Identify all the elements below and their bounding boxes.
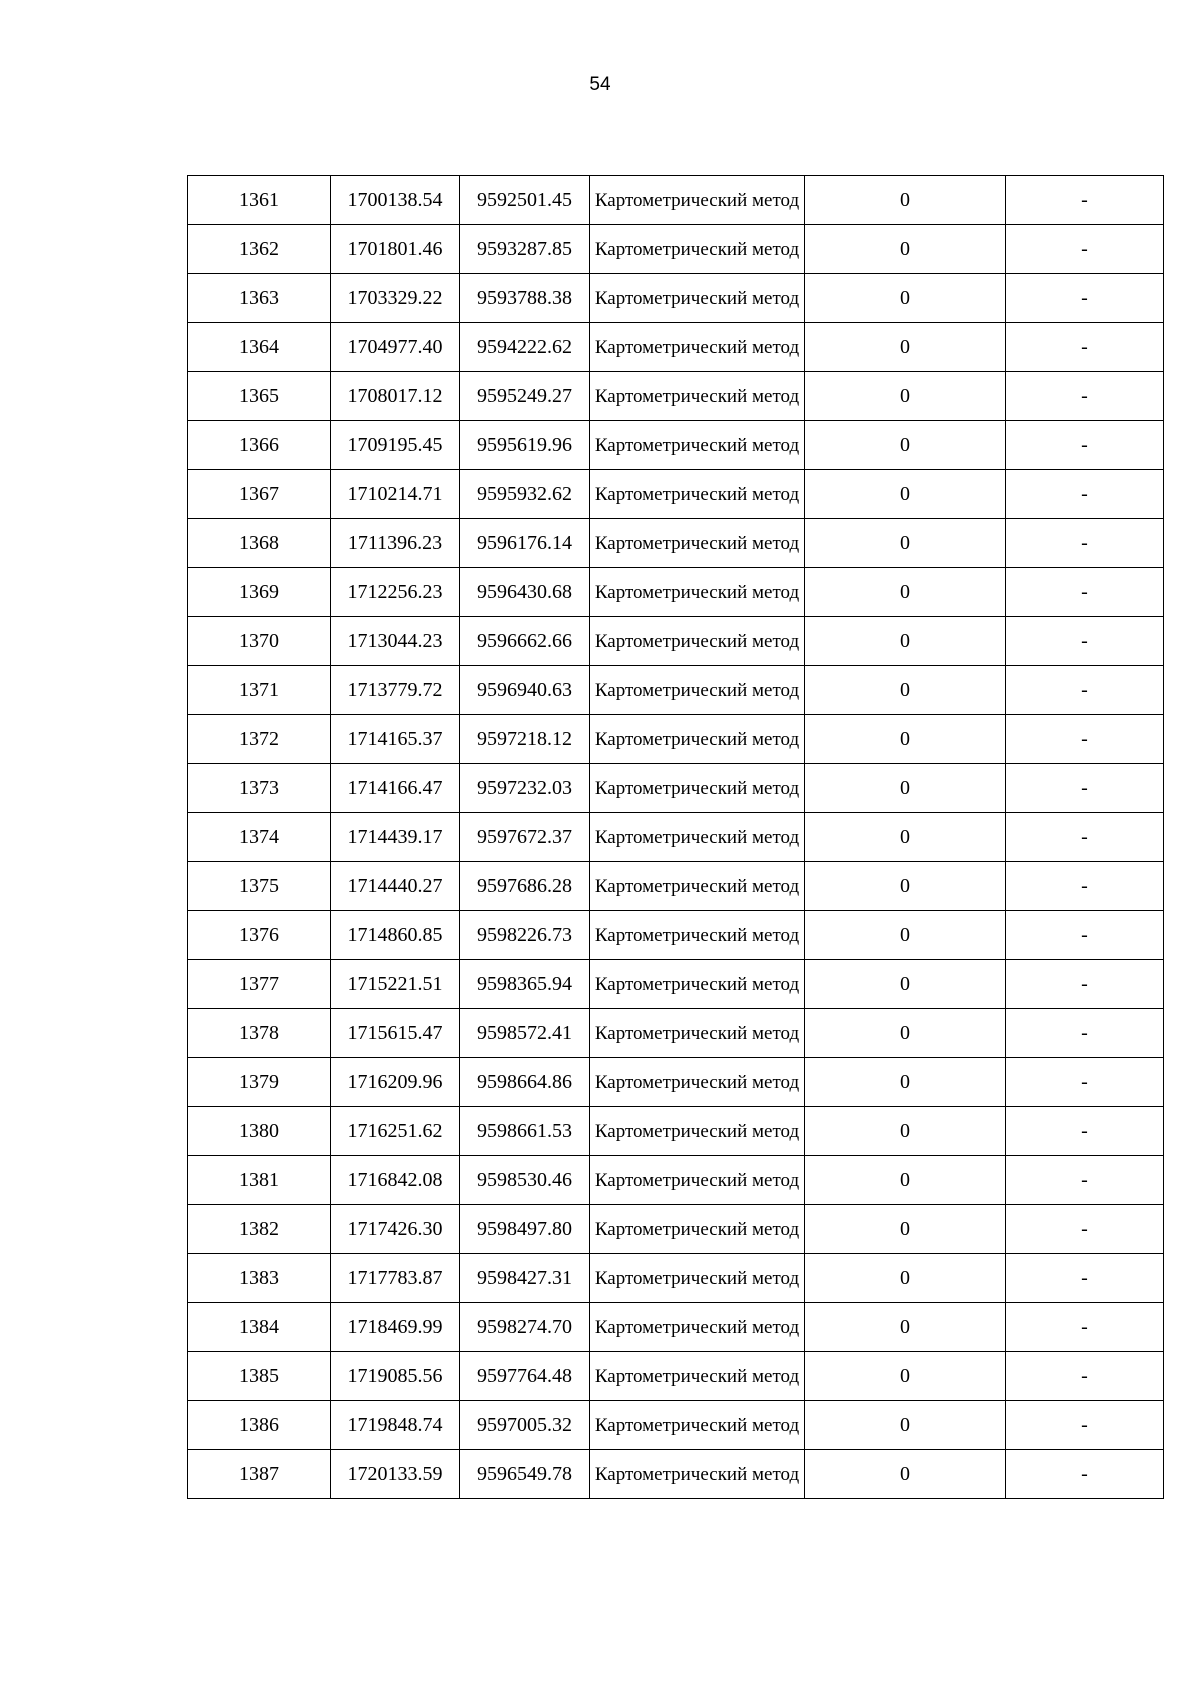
table-row (188, 813, 1164, 862)
x-coordinate-cell: 1716209.96 (331, 1058, 460, 1107)
y-coordinate-cell: 9598572.41 (460, 1009, 590, 1058)
table-row (188, 372, 1164, 421)
point-number-cell: 1378 (188, 1009, 331, 1058)
table-row (188, 1352, 1164, 1401)
method-cell: Картометрический метод (590, 1352, 805, 1401)
table-row (188, 1254, 1164, 1303)
point-number-cell: 1364 (188, 323, 331, 372)
accuracy-cell: 0 (805, 274, 1006, 323)
x-coordinate-cell: 1703329.22 (331, 274, 460, 323)
accuracy-cell: 0 (805, 421, 1006, 470)
note-cell: - (1006, 225, 1164, 274)
point-number-cell: 1372 (188, 715, 331, 764)
x-coordinate-cell: 1719085.56 (331, 1352, 460, 1401)
y-coordinate-cell: 9596176.14 (460, 519, 590, 568)
method-cell: Картометрический метод (590, 862, 805, 911)
note-cell: - (1006, 764, 1164, 813)
method-cell: Картометрический метод (590, 568, 805, 617)
y-coordinate-cell: 9596549.78 (460, 1450, 590, 1499)
point-number-cell: 1381 (188, 1156, 331, 1205)
accuracy-cell: 0 (805, 372, 1006, 421)
y-coordinate-cell: 9597232.03 (460, 764, 590, 813)
y-coordinate-cell: 9597005.32 (460, 1401, 590, 1450)
y-coordinate-cell: 9592501.45 (460, 176, 590, 225)
table-row (188, 617, 1164, 666)
accuracy-cell: 0 (805, 1107, 1006, 1156)
point-number-cell: 1367 (188, 470, 331, 519)
y-coordinate-cell: 9593788.38 (460, 274, 590, 323)
table-row (188, 1156, 1164, 1205)
y-coordinate-cell: 9597218.12 (460, 715, 590, 764)
method-cell: Картометрический метод (590, 764, 805, 813)
method-cell: Картометрический метод (590, 519, 805, 568)
note-cell: - (1006, 176, 1164, 225)
note-cell: - (1006, 421, 1164, 470)
note-cell: - (1006, 1254, 1164, 1303)
method-cell: Картометрический метод (590, 617, 805, 666)
note-cell: - (1006, 1450, 1164, 1499)
point-number-cell: 1383 (188, 1254, 331, 1303)
table-row (188, 225, 1164, 274)
y-coordinate-cell: 9598497.80 (460, 1205, 590, 1254)
point-number-cell: 1373 (188, 764, 331, 813)
accuracy-cell: 0 (805, 617, 1006, 666)
accuracy-cell: 0 (805, 519, 1006, 568)
x-coordinate-cell: 1710214.71 (331, 470, 460, 519)
note-cell: - (1006, 323, 1164, 372)
accuracy-cell: 0 (805, 813, 1006, 862)
note-cell: - (1006, 1058, 1164, 1107)
table-row (188, 1450, 1164, 1499)
y-coordinate-cell: 9598664.86 (460, 1058, 590, 1107)
accuracy-cell: 0 (805, 862, 1006, 911)
x-coordinate-cell: 1715615.47 (331, 1009, 460, 1058)
point-number-cell: 1369 (188, 568, 331, 617)
note-cell: - (1006, 862, 1164, 911)
x-coordinate-cell: 1714440.27 (331, 862, 460, 911)
x-coordinate-cell: 1704977.40 (331, 323, 460, 372)
method-cell: Картометрический метод (590, 666, 805, 715)
accuracy-cell: 0 (805, 1352, 1006, 1401)
accuracy-cell: 0 (805, 1401, 1006, 1450)
accuracy-cell: 0 (805, 764, 1006, 813)
point-number-cell: 1365 (188, 372, 331, 421)
table-row (188, 715, 1164, 764)
table-row (188, 568, 1164, 617)
x-coordinate-cell: 1713779.72 (331, 666, 460, 715)
point-number-cell: 1370 (188, 617, 331, 666)
point-number-cell: 1382 (188, 1205, 331, 1254)
y-coordinate-cell: 9598365.94 (460, 960, 590, 1009)
y-coordinate-cell: 9593287.85 (460, 225, 590, 274)
table-row (188, 1303, 1164, 1352)
x-coordinate-cell: 1716251.62 (331, 1107, 460, 1156)
note-cell: - (1006, 372, 1164, 421)
note-cell: - (1006, 960, 1164, 1009)
x-coordinate-cell: 1712256.23 (331, 568, 460, 617)
point-number-cell: 1371 (188, 666, 331, 715)
accuracy-cell: 0 (805, 911, 1006, 960)
accuracy-cell: 0 (805, 470, 1006, 519)
accuracy-cell: 0 (805, 715, 1006, 764)
note-cell: - (1006, 911, 1164, 960)
accuracy-cell: 0 (805, 666, 1006, 715)
note-cell: - (1006, 666, 1164, 715)
x-coordinate-cell: 1718469.99 (331, 1303, 460, 1352)
table-row (188, 323, 1164, 372)
table-row (188, 421, 1164, 470)
note-cell: - (1006, 519, 1164, 568)
x-coordinate-cell: 1716842.08 (331, 1156, 460, 1205)
x-coordinate-cell: 1714439.17 (331, 813, 460, 862)
note-cell: - (1006, 1107, 1164, 1156)
table-row (188, 666, 1164, 715)
method-cell: Картометрический метод (590, 225, 805, 274)
point-number-cell: 1379 (188, 1058, 331, 1107)
x-coordinate-cell: 1717783.87 (331, 1254, 460, 1303)
method-cell: Картометрический метод (590, 1254, 805, 1303)
accuracy-cell: 0 (805, 225, 1006, 274)
method-cell: Картометрический метод (590, 274, 805, 323)
table-row (188, 960, 1164, 1009)
y-coordinate-cell: 9596940.63 (460, 666, 590, 715)
table-body (188, 176, 1164, 1499)
page-number: 54 (589, 74, 611, 95)
method-cell: Картометрический метод (590, 1205, 805, 1254)
method-cell: Картометрический метод (590, 1156, 805, 1205)
table-row (188, 1009, 1164, 1058)
table-row (188, 1401, 1164, 1450)
method-cell: Картометрический метод (590, 372, 805, 421)
method-cell: Картометрический метод (590, 1107, 805, 1156)
table-row (188, 274, 1164, 323)
method-cell: Картометрический метод (590, 813, 805, 862)
note-cell: - (1006, 1009, 1164, 1058)
y-coordinate-cell: 9595249.27 (460, 372, 590, 421)
point-number-cell: 1387 (188, 1450, 331, 1499)
point-number-cell: 1380 (188, 1107, 331, 1156)
method-cell: Картометрический метод (590, 176, 805, 225)
note-cell: - (1006, 715, 1164, 764)
y-coordinate-cell: 9598274.70 (460, 1303, 590, 1352)
accuracy-cell: 0 (805, 960, 1006, 1009)
point-number-cell: 1386 (188, 1401, 331, 1450)
point-number-cell: 1368 (188, 519, 331, 568)
table-row (188, 1058, 1164, 1107)
y-coordinate-cell: 9598427.31 (460, 1254, 590, 1303)
point-number-cell: 1376 (188, 911, 331, 960)
note-cell: - (1006, 1156, 1164, 1205)
y-coordinate-cell: 9598226.73 (460, 911, 590, 960)
point-number-cell: 1385 (188, 1352, 331, 1401)
x-coordinate-cell: 1717426.30 (331, 1205, 460, 1254)
x-coordinate-cell: 1715221.51 (331, 960, 460, 1009)
x-coordinate-cell: 1720133.59 (331, 1450, 460, 1499)
x-coordinate-cell: 1711396.23 (331, 519, 460, 568)
method-cell: Картометрический метод (590, 715, 805, 764)
x-coordinate-cell: 1708017.12 (331, 372, 460, 421)
accuracy-cell: 0 (805, 1009, 1006, 1058)
table-row (188, 176, 1164, 225)
x-coordinate-cell: 1701801.46 (331, 225, 460, 274)
point-number-cell: 1375 (188, 862, 331, 911)
method-cell: Картометрический метод (590, 1009, 805, 1058)
accuracy-cell: 0 (805, 1156, 1006, 1205)
table-row (188, 1107, 1164, 1156)
note-cell: - (1006, 568, 1164, 617)
x-coordinate-cell: 1719848.74 (331, 1401, 460, 1450)
x-coordinate-cell: 1709195.45 (331, 421, 460, 470)
note-cell: - (1006, 470, 1164, 519)
x-coordinate-cell: 1713044.23 (331, 617, 460, 666)
y-coordinate-cell: 9595932.62 (460, 470, 590, 519)
table-row (188, 862, 1164, 911)
note-cell: - (1006, 1303, 1164, 1352)
note-cell: - (1006, 1401, 1164, 1450)
method-cell: Картометрический метод (590, 1401, 805, 1450)
y-coordinate-cell: 9595619.96 (460, 421, 590, 470)
accuracy-cell: 0 (805, 1303, 1006, 1352)
note-cell: - (1006, 813, 1164, 862)
point-number-cell: 1374 (188, 813, 331, 862)
method-cell: Картометрический метод (590, 470, 805, 519)
y-coordinate-cell: 9596662.66 (460, 617, 590, 666)
method-cell: Картометрический метод (590, 960, 805, 1009)
y-coordinate-cell: 9597686.28 (460, 862, 590, 911)
point-number-cell: 1377 (188, 960, 331, 1009)
note-cell: - (1006, 1205, 1164, 1254)
table-row (188, 1205, 1164, 1254)
x-coordinate-cell: 1700138.54 (331, 176, 460, 225)
table-row (188, 519, 1164, 568)
y-coordinate-cell: 9597672.37 (460, 813, 590, 862)
point-number-cell: 1362 (188, 225, 331, 274)
accuracy-cell: 0 (805, 1058, 1006, 1107)
accuracy-cell: 0 (805, 1205, 1006, 1254)
method-cell: Картометрический метод (590, 1450, 805, 1499)
method-cell: Картометрический метод (590, 911, 805, 960)
y-coordinate-cell: 9594222.62 (460, 323, 590, 372)
method-cell: Картометрический метод (590, 1058, 805, 1107)
table-row (188, 911, 1164, 960)
y-coordinate-cell: 9598530.46 (460, 1156, 590, 1205)
y-coordinate-cell: 9598661.53 (460, 1107, 590, 1156)
accuracy-cell: 0 (805, 176, 1006, 225)
table-row (188, 764, 1164, 813)
x-coordinate-cell: 1714166.47 (331, 764, 460, 813)
point-number-cell: 1363 (188, 274, 331, 323)
y-coordinate-cell: 9596430.68 (460, 568, 590, 617)
point-number-cell: 1366 (188, 421, 331, 470)
note-cell: - (1006, 1352, 1164, 1401)
point-number-cell: 1384 (188, 1303, 331, 1352)
coordinates-table (187, 175, 1164, 1499)
note-cell: - (1006, 617, 1164, 666)
accuracy-cell: 0 (805, 568, 1006, 617)
point-number-cell: 1361 (188, 176, 331, 225)
note-cell: - (1006, 274, 1164, 323)
method-cell: Картометрический метод (590, 421, 805, 470)
method-cell: Картометрический метод (590, 323, 805, 372)
accuracy-cell: 0 (805, 1450, 1006, 1499)
accuracy-cell: 0 (805, 323, 1006, 372)
method-cell: Картометрический метод (590, 1303, 805, 1352)
x-coordinate-cell: 1714165.37 (331, 715, 460, 764)
x-coordinate-cell: 1714860.85 (331, 911, 460, 960)
table-row (188, 470, 1164, 519)
y-coordinate-cell: 9597764.48 (460, 1352, 590, 1401)
accuracy-cell: 0 (805, 1254, 1006, 1303)
